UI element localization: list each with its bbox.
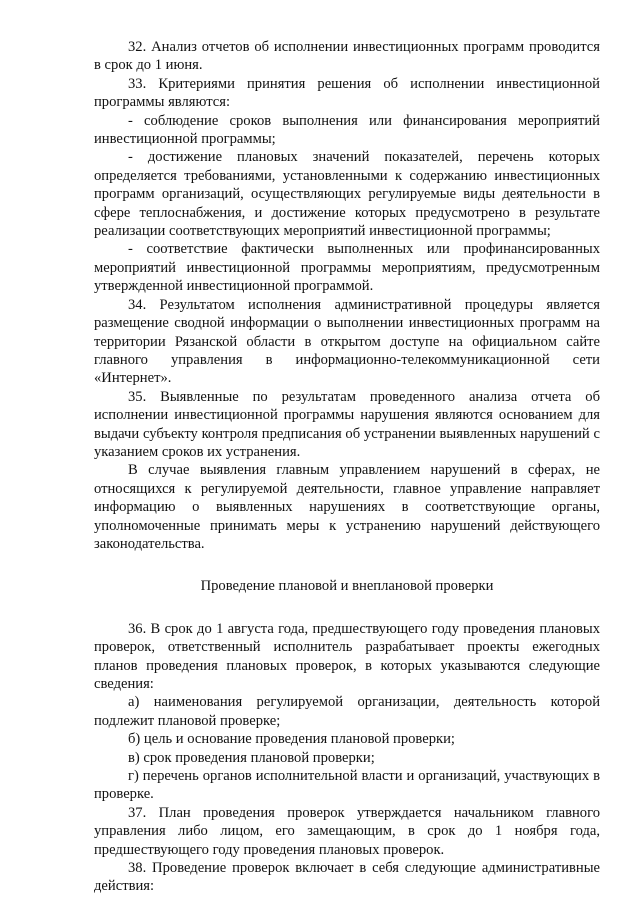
paragraph-32: 32. Анализ отчетов об исполнении инвестиционных программ проводится в срок до 1 июня. (94, 39, 600, 74)
item-a: а) наименования регулируемой организации, деятельность которой подлежит плановой проверке; (94, 694, 600, 729)
paragraph-38: 38. Проведение проверок включает в себя следующие административные действия: (94, 860, 600, 895)
paragraph-34: 34. Результатом исполнения административной процедуры является размещение сводной информации о выполнении инвестиционных программ на территории Рязанской области в открытом доступе на официальном сайте главного управления в информационно-телекоммуникационной сети «Интернет». (94, 296, 600, 387)
item-b: б) цель и основание проведения плановой проверки; (128, 731, 455, 748)
item-v: в) срок проведения плановой проверки; (128, 749, 375, 766)
paragraph-35-continued: В случае выявления главным управлением нарушений в сферах, не относящихся к регулируемой деятельности, главное управление направляет информацию о выявленных нарушениях в соответствующие органы, уполномоченные принимать меры к устранению нарушений действующего законодательства. (94, 462, 600, 552)
section-heading: Проведение плановой и внеплановой проверки (200, 578, 494, 595)
paragraph-37: 37. План проведения проверок утверждается начальником главного управления либо лицом, его замещающим, в срок до 1 ноября года, предшествующего году проведения плановых проверок. (94, 804, 600, 858)
paragraph-36: 36. В срок до 1 августа года, предшествующего году проведения плановых проверок, ответственный исполнитель разрабатывает проекты ежегодных планов проведения плановых проверок, в которых указываются следующие сведения: (94, 620, 600, 692)
paragraph-33: 33. Критериями принятия решения об исполнении инвестиционной программы являются: (94, 75, 600, 111)
item-g: г) перечень органов исполнительной власти и организаций, участвующих в проверке. (94, 768, 600, 803)
criterion-deadlines: - соблюдение сроков выполнения или финансирования мероприятий инвестиционной программы; (94, 112, 600, 148)
criterion-indicators: - достижение плановых значений показателей, перечень которых определяется требованиями, установленными к содержанию инвестиционных программ организаций, осуществляющих регулируемые виды деятельности в сфере теплоснабжения, и достижение которых предусмотрено в результате реализации соответствующих мероприятий инвестиционной программы; (94, 149, 600, 240)
criterion-compliance: - соответствие фактически выполненных или профинансированных мероприятий инвестиционной программы мероприятиям, предусмотренным утвержденной инвестиционной программой. (94, 241, 600, 295)
paragraph-35: 35. Выявленные по результатам проведенного анализа отчета об исполнении инвестиционной программы нарушения являются основанием для выдачи субъекту контроля предписания об устранении выявленных нарушений с указанием сроков их устранения. (94, 388, 600, 460)
